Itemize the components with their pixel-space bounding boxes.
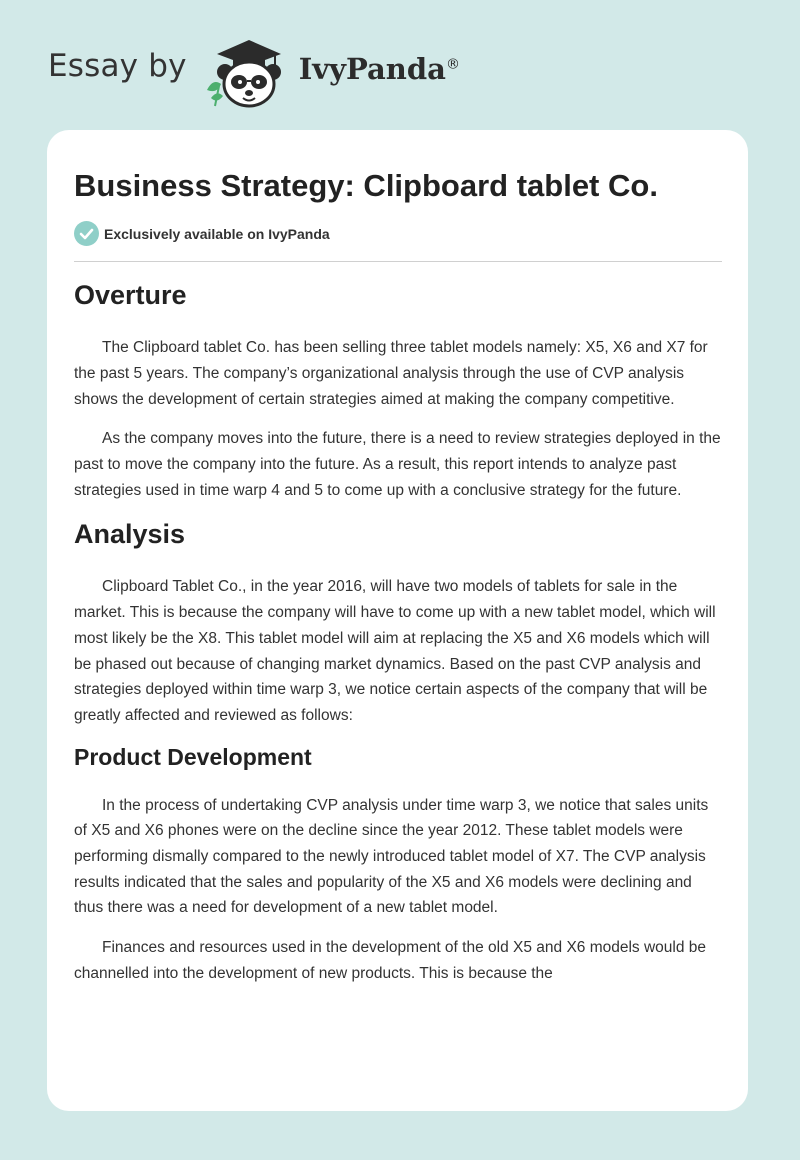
article-card xyxy=(47,130,748,1111)
paragraph: Finances and resources used in the development of the old X5 and X6 models would be channelled into the development of new products. This is because the xyxy=(74,939,707,982)
brand-name: IvyPanda® xyxy=(298,52,460,86)
exclusive-badge xyxy=(74,221,330,246)
paragraph: As the company moves into the future, there is a need to review strategies deployed in the past to move the company into the future. As a result, this report intends to analyze past strategies used in time warp 4 and 5 to come up with a conclusive strategy for the future. xyxy=(74,430,721,499)
section-heading-overture: Overture xyxy=(74,280,187,310)
title-divider xyxy=(74,261,722,262)
article-title: Business Strategy: Clipboard tablet Co. xyxy=(74,168,658,203)
registered-mark: ® xyxy=(445,56,460,73)
brand-header[interactable] xyxy=(48,32,460,112)
brand-prefix: Essay by xyxy=(48,48,187,84)
check-circle-icon xyxy=(74,221,99,246)
exclusive-badge-text: Exclusively available on IvyPanda xyxy=(104,225,330,242)
article-body xyxy=(74,278,722,1000)
paragraph: In the process of undertaking CVP analysis under time warp 3, we notice that sales units of X5 and X6 phones were on the decline since the year 2012. These tablet models were performing dismally compared to the newly introduced tablet model of X7. The CVP analysis results indicated that the sales and popularity of the X5 and X6 models were declining and thus there was a need for development of a new tablet model. xyxy=(74,796,709,917)
paragraph: The Clipboard tablet Co. has been selling three tablet models namely: X5, X6 and X7 for the past 5 years. The company’s organizational analysis through the use of CVP analysis shows the development of certain strategies aimed at making the company competitive. xyxy=(74,339,708,408)
paragraph: Clipboard Tablet Co., in the year 2016, will have two models of tablets for sale in the market. This is because the company will have to come up with a new tablet model, which will most likely be the X8. This tablet model will aim at replacing the X5 and X6 models which will be phased out because of changing market dynamics. Based on the past CVP analysis and strategies deployed within time warp 3, we notice certain aspects of the company that will be greatly affected and reviewed as follows: xyxy=(74,578,716,724)
section-heading-analysis: Analysis xyxy=(74,519,186,550)
panda-graduate-icon xyxy=(201,32,293,112)
section-heading-product-development: Product Development xyxy=(74,743,312,770)
